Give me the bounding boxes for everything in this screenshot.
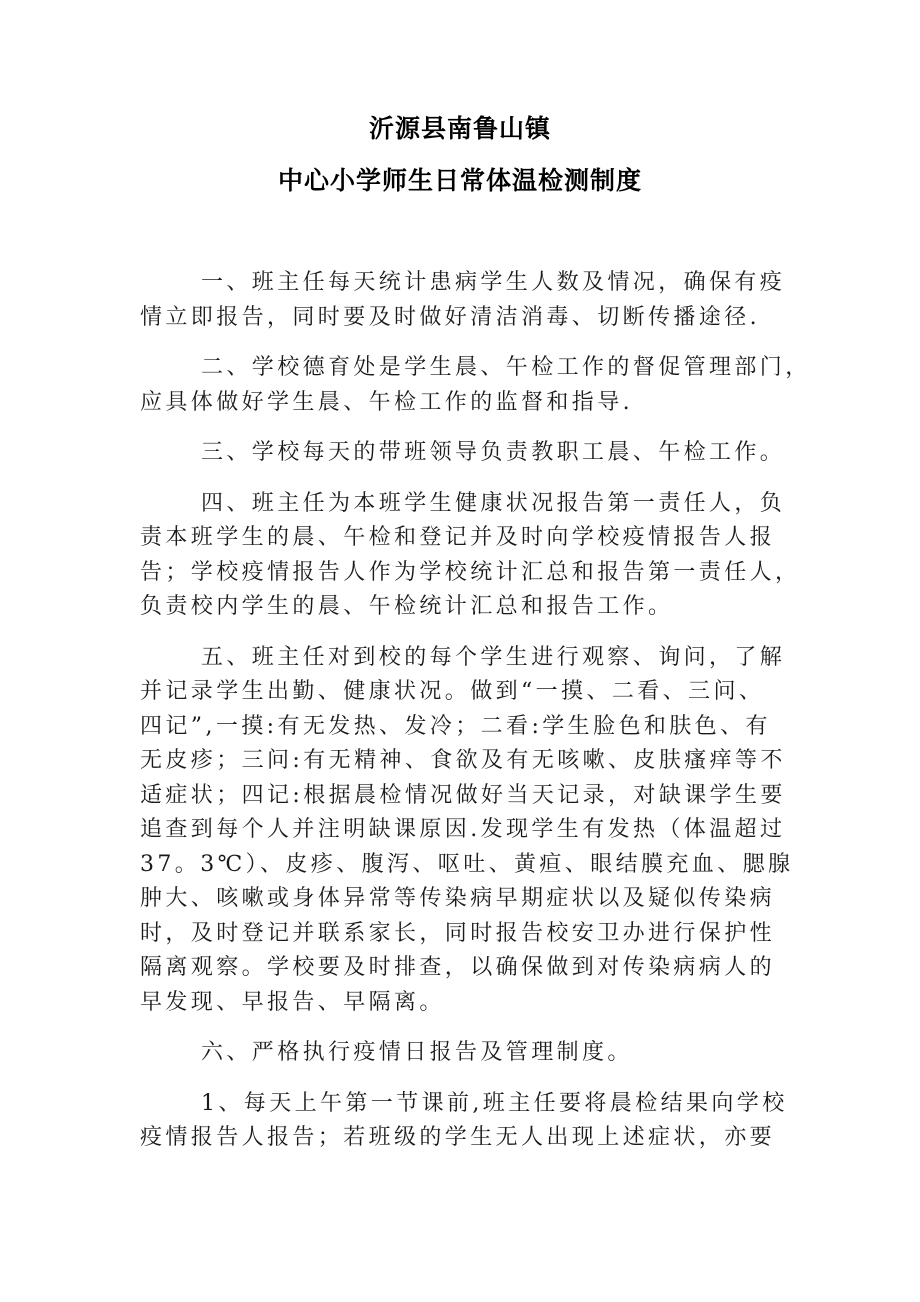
paragraph-7 <box>140 1087 790 1156</box>
paragraph-line: 适症状；四记:根据晨检情况做好当天记录，对缺课学生要 <box>140 782 786 808</box>
paragraph-line: 责本班学生的晨、午检和登记并及时向学校疫情报告人报 <box>140 525 776 550</box>
paragraph-line: 疫情报告人报告；若班级的学生无人出现上述症状，亦要 <box>140 1125 776 1150</box>
paragraph-line: 四、班主任为本班学生健康状况报告第一责任人，负 <box>201 490 786 516</box>
paragraph-line: 二、学校德育处是学生晨、午检工作的督促管理部门， <box>201 355 811 380</box>
paragraph-line: 三、学校每天的带班领导负责教职工晨、午检工作。 <box>201 440 786 465</box>
paragraph-line: 早发现、早报告、早隔离。 <box>140 989 445 1015</box>
paragraph-line: 时，及时登记并联系家长，同时报告校安卫办进行保护性 <box>140 920 776 946</box>
paragraph-2 <box>140 351 811 420</box>
paragraph-line: 追查到每个人并注明缺课原因.发现学生有发热（体温超过 <box>140 817 786 842</box>
paragraph-line: 应具体做好学生晨、午检工作的监督和指导. <box>140 389 633 415</box>
paragraph-line: 四记”,一摸:有无发热、发冷；二看:学生脸色和肤色、有 <box>140 713 771 739</box>
paragraph-gap <box>140 335 790 351</box>
paragraph-line: 情立即报告，同时要及时做好清洁消毒、切断传播途径. <box>140 304 760 330</box>
paragraph-line: 一、班主任每天统计患病学生人数及情况，确保有疫 <box>201 270 786 295</box>
paragraph-gap <box>140 1071 790 1087</box>
paragraph-4 <box>140 487 801 625</box>
paragraph-gap <box>140 1020 790 1036</box>
paragraph-line: 五、班主任对到校的每个学生进行观察、询问，了解 <box>201 644 786 670</box>
paragraph-3 <box>140 436 790 471</box>
document-title-line-1: 沂源县南鲁山镇 <box>368 114 551 143</box>
document-body <box>140 266 811 1156</box>
paragraph-gap <box>140 420 790 436</box>
paragraph-line: 负责校内学生的晨、午检统计汇总和报告工作。 <box>140 594 674 619</box>
document-title-line-2: 中心小学师生日常体温检测制度 <box>277 166 642 195</box>
paragraph-1 <box>140 266 790 335</box>
paragraph-6 <box>140 1036 790 1071</box>
paragraph-line: 1、每天上午第一节课前,班主任要将晨检结果向学校 <box>201 1090 788 1116</box>
paragraph-line: 肿大、咳嗽或身体异常等传染病早期症状以及疑似传染病 <box>140 886 776 911</box>
paragraph-line: 并记录学生出勤、健康状况。做到“一摸、二看、三问、 <box>140 679 765 704</box>
paragraph-line: 六、严格执行疫情日报告及管理制度。 <box>201 1040 633 1065</box>
paragraph-line: 隔离观察。学校要及时排查，以确保做到对传染病病人的 <box>140 955 776 980</box>
paragraph-line: 37。3℃）、皮疹、腹泻、呕吐、黄疸、眼结膜充血、腮腺 <box>140 851 794 877</box>
paragraph-line: 告；学校疫情报告人作为学校统计汇总和报告第一责任人， <box>140 559 801 585</box>
paragraph-5 <box>140 641 794 1021</box>
paragraph-line: 无皮疹；三问:有无精神、食欲及有无咳嗽、皮肤瘙痒等不 <box>140 748 786 773</box>
paragraph-gap <box>140 471 790 487</box>
paragraph-gap <box>140 625 790 641</box>
